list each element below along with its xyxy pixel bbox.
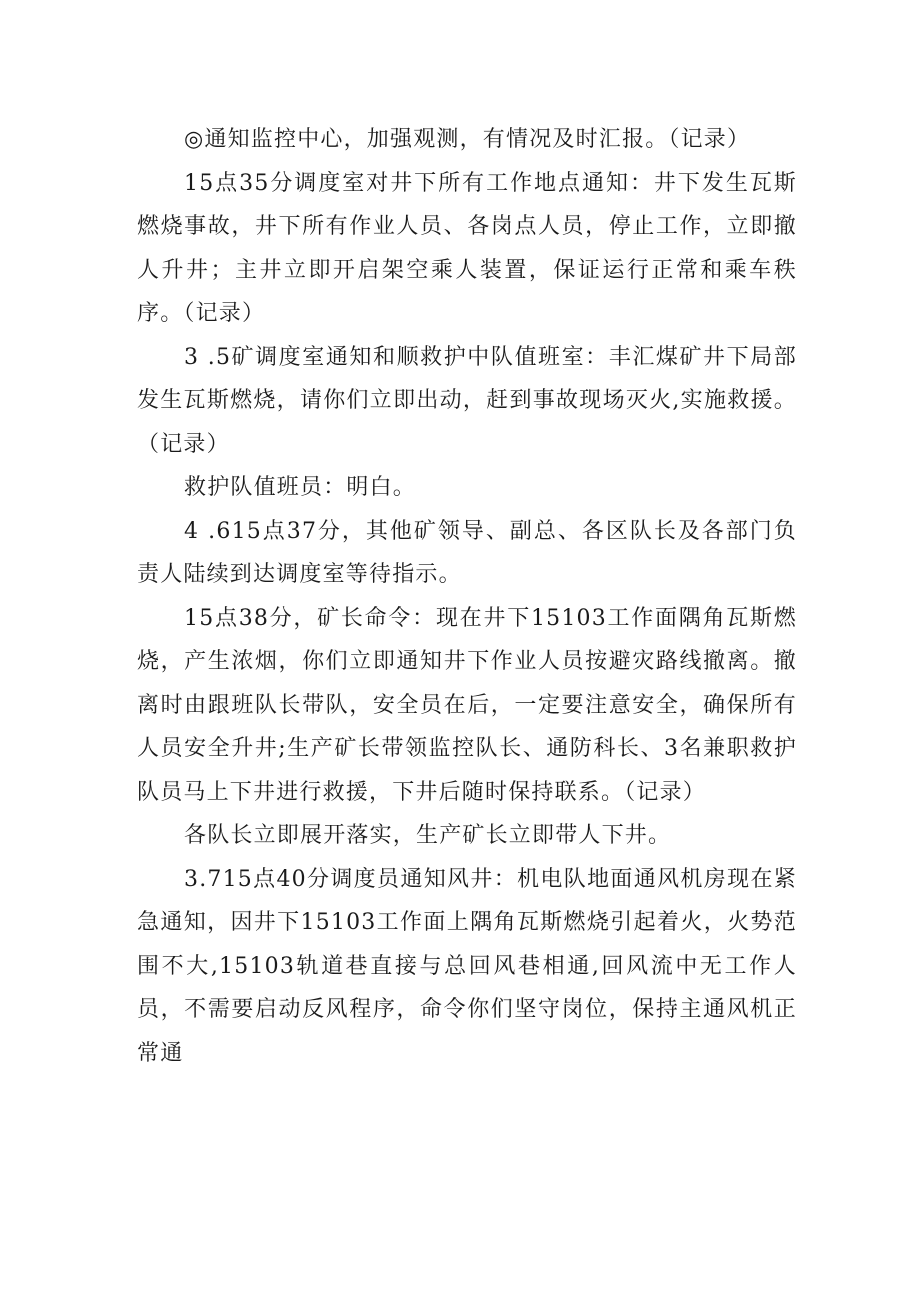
paragraph-monitoring-notice: ◎通知监控中心，加强观测，有情况及时汇报。（记录） [184,127,751,152]
paragraph-mine-manager-order: 15点38分，矿长命令：现在井下15103工作面隅角瓦斯燃烧，产生浓烟，你们立即通知井下作业人员按避灾路线撤离。撤离时由跟班队长带队，安全员在后，一定要注意安全，确保所有人员安全升井;生产矿长带领监控队长、通防科长、3名兼职救护队员马上下井进行救援，下井后随时保持联系。（记录） [137,605,797,805]
paragraph-leaders-arrive: 4 .615点37分，其他矿领导、副总、各区队长及各部门负责人陆续到达调度室等待指示。 [137,518,797,587]
paragraph-rescue-reply: 救护队值班员：明白。 [184,475,417,500]
paragraph-implementation: 各队长立即展开落实，生产矿长立即带人下井。 [184,823,672,848]
document-body [137,118,797,1075]
paragraph-rescue-team-notice: 3 .5矿调度室通知和顺救护中队值班室：丰汇煤矿井下局部发生瓦斯燃烧，请你们立即出动，赶到事故现场灭火,实施救援。（记录） [137,344,797,457]
paragraph-evacuation-notice: 15点35分调度室对井下所有工作地点通知：井下发生瓦斯燃烧事故，井下所有作业人员、各岗点人员，停止工作，立即撤人升井；主井立即开启架空乘人装置，保证运行正常和乘车秩序。（记录） [137,170,797,326]
paragraph-ventilation-notice: 3.715点40分调度员通知风井：机电队地面通风机房现在紧急通知，因井下15103工作面上隅角瓦斯燃烧引起着火，火势范围不大,15103轨道巷直接与总回风巷相通,回风流中无工作人员，不需要启动反风程序，命令你们坚守岗位，保持主通风机正常通 [137,866,797,1066]
